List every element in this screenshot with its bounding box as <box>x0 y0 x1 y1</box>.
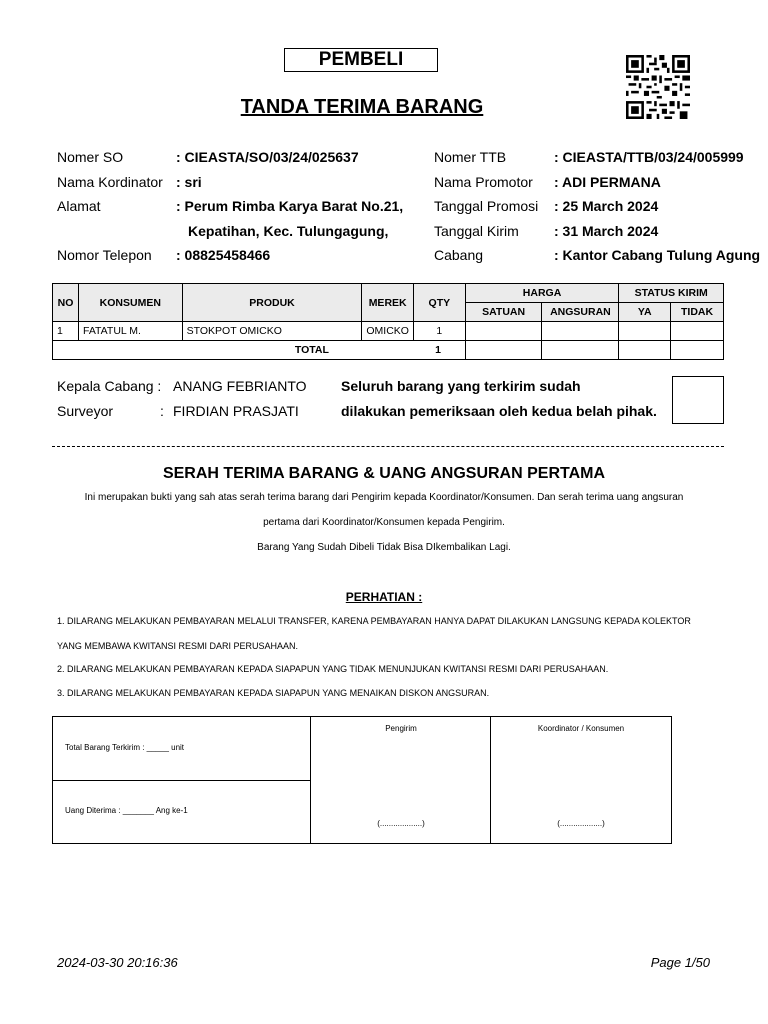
cut-line-divider <box>52 446 724 447</box>
surveyor-value: FIRDIAN PRASJATI <box>173 403 299 419</box>
serah-terima-title: SERAH TERIMA BARANG & UANG ANGSURAN PERTAMA <box>162 465 606 482</box>
pengirim-signature-line: (...................) <box>377 819 425 828</box>
header-ya: YA <box>619 303 671 322</box>
kepala-cabang-label: Kepala Cabang : <box>57 378 162 394</box>
pengirim-cell <box>311 717 491 843</box>
total-row <box>53 341 724 360</box>
rule-1-line1: 1. DILARANG MELAKUKAN PEMBAYARAN MELALUI TRANSFER, KARENA PEMBAYARAN HANYA DAPAT DILAKUKAN LANGSUNG KEPADA KOLEKTOR <box>57 616 691 626</box>
surveyor-label: Surveyor <box>57 403 114 419</box>
cell-qty: 1 <box>413 322 465 341</box>
cell-tidak <box>671 322 724 341</box>
serah-paragraph-2: pertama dari Koordinator/Konsumen kepada Pengirim. <box>263 517 505 528</box>
inspection-note-line1: Seluruh barang yang terkirim sudah <box>341 378 581 394</box>
header-harga: HARGA <box>465 284 619 303</box>
cell-merek: OMICKO <box>362 322 414 341</box>
tanggal-kirim-label: Tanggal Kirim <box>434 223 519 239</box>
print-timestamp: 2024-03-30 20:16:36 <box>57 955 178 970</box>
header-no: NO <box>53 284 79 322</box>
rule-2: 2. DILARANG MELAKUKAN PEMBAYARAN KEPADA SIAPAPUN YANG TIDAK MENUNJUKAN KWITANSI RESMI DARI PERUSAHAAN. <box>57 664 609 674</box>
header-merek: MEREK <box>362 284 414 322</box>
total-barang-cell <box>53 717 311 781</box>
page-title: TANDA TERIMA BARANG <box>240 96 484 118</box>
nama-kordinator-value: : sri <box>176 174 202 190</box>
qr-code-icon <box>626 55 690 119</box>
uang-diterima-cell <box>53 781 311 843</box>
serah-paragraph-3: Barang Yang Sudah Dibeli Tidak Bisa DIkembalikan Lagi. <box>257 542 511 553</box>
cabang-value: : Kantor Cabang Tulung Agung <box>554 247 761 263</box>
nomer-so-label: Nomer SO <box>57 149 124 165</box>
cell-konsumen: FATATUL M. <box>78 322 182 341</box>
header-tidak: TIDAK <box>671 303 724 322</box>
nomer-so-value: : CIEASTA/SO/03/24/025637 <box>176 149 359 165</box>
perhatian-title: PERHATIAN : <box>345 590 423 604</box>
header-konsumen: KONSUMEN <box>78 284 182 322</box>
koordinator-cell <box>491 717 671 843</box>
tanggal-kirim-value: : 31 March 2024 <box>554 223 659 239</box>
kepala-cabang-value: ANANG FEBRIANTO <box>173 378 307 394</box>
header-status-kirim: STATUS KIRIM <box>619 284 724 303</box>
table-row <box>53 322 724 341</box>
alamat-value-line2: Kepatihan, Kec. Tulungagung, <box>188 223 389 239</box>
cell-ya <box>619 322 671 341</box>
header-angsuran: ANGSURAN <box>542 303 619 322</box>
header-satuan: SATUAN <box>465 303 542 322</box>
inspection-check-box <box>672 376 724 424</box>
nomer-ttb-label: Nomer TTB <box>434 149 507 165</box>
nomer-ttb-value: : CIEASTA/TTB/03/24/005999 <box>554 149 744 165</box>
alamat-label: Alamat <box>57 198 101 214</box>
cell-angsuran <box>542 322 619 341</box>
pengirim-label: Pengirim <box>385 724 417 733</box>
rule-3: 3. DILARANG MELAKUKAN PEMBAYARAN KEPADA SIAPAPUN YANG MENAIKAN DISKON ANGSURAN. <box>57 688 490 698</box>
total-barang-text: Total Barang Terkirim : _____ unit <box>65 743 185 752</box>
cell-produk: STOKPOT OMICKO <box>182 322 362 341</box>
serah-paragraph-1: Ini merupakan bukti yang sah atas serah terima barang dari Pengirim kepada Koordinator/Konsumen. Dan serah terima uang angsuran <box>84 492 684 503</box>
alamat-value-line1: : Perum Rimba Karya Barat No.21, <box>176 198 404 214</box>
header-produk: PRODUK <box>182 284 362 322</box>
page-number: Page 1/50 <box>650 955 710 970</box>
nomor-telepon-label: Nomor Telepon <box>57 247 152 263</box>
cell-satuan <box>465 322 542 341</box>
total-label: TOTAL <box>53 341 466 360</box>
nama-promotor-label: Nama Promotor <box>434 174 533 190</box>
surveyor-colon: : <box>160 403 164 419</box>
total-qty: 1 <box>435 344 441 356</box>
nama-kordinator-label: Nama Kordinator <box>57 174 163 190</box>
items-table <box>52 283 724 360</box>
nama-promotor-value: : ADI PERMANA <box>554 174 661 190</box>
koordinator-label: Koordinator / Konsumen <box>537 724 625 733</box>
nomor-telepon-value: : 08825458466 <box>176 247 271 263</box>
signature-box <box>52 716 672 844</box>
header-qty: QTY <box>413 284 465 322</box>
rule-1-line2: YANG MEMBAWA KWITANSI RESMI DARI PERUSAHAAN. <box>57 641 299 651</box>
koordinator-signature-line: (...................) <box>557 819 605 828</box>
pembeli-badge: PEMBELI <box>284 48 438 72</box>
uang-diterima-text: Uang Diterima : _______ Ang ke-1 <box>65 806 188 815</box>
tanggal-promosi-value: : 25 March 2024 <box>554 198 659 214</box>
cell-no: 1 <box>53 322 79 341</box>
tanggal-promosi-label: Tanggal Promosi <box>434 198 539 214</box>
cabang-label: Cabang <box>434 247 484 263</box>
inspection-note-line2: dilakukan pemeriksaan oleh kedua belah pihak. <box>341 403 657 419</box>
